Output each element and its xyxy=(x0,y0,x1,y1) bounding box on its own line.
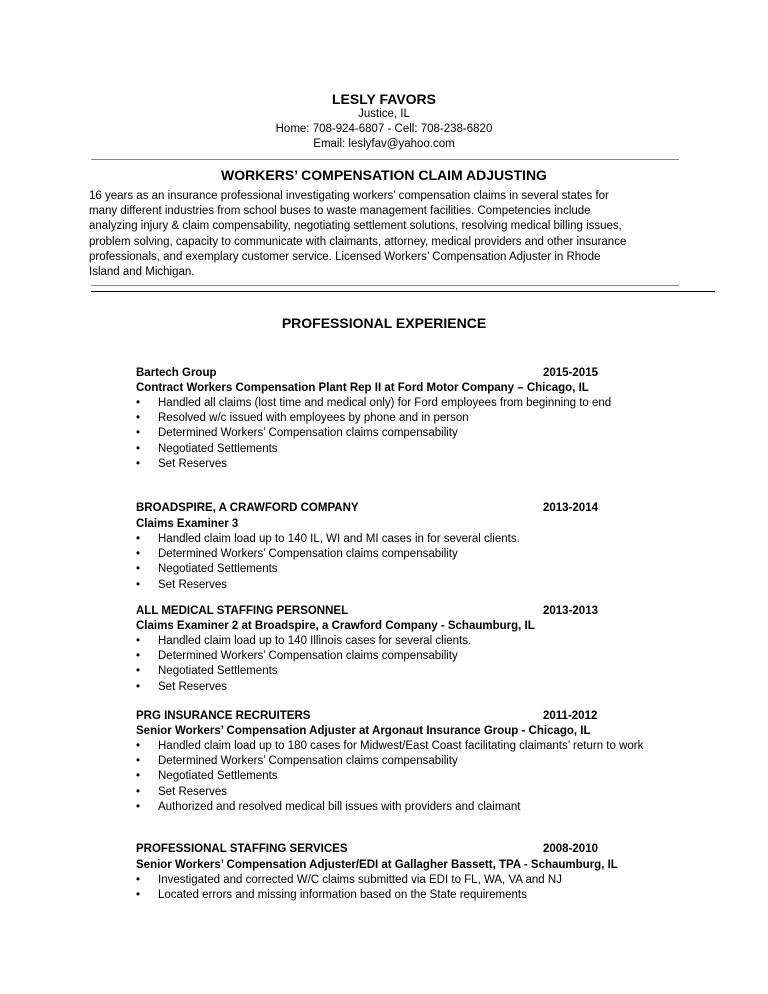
job-role: Claims Examiner 2 at Broadspire, a Crawford Company - Schaumburg, IL xyxy=(136,620,535,632)
job-company: Bartech Group xyxy=(136,367,217,379)
list-item: • Investigated and corrected W/C claims submitted via EDI to FL, WA, VA and NJ xyxy=(136,873,676,888)
job-entry xyxy=(136,366,676,472)
job-dates: 2013-2014 xyxy=(543,502,598,514)
bullet-icon: • xyxy=(136,412,141,425)
list-item: • Set Reserves xyxy=(136,457,676,472)
bullet-icon: • xyxy=(136,578,141,591)
job-duties xyxy=(136,396,676,472)
job-role: Senior Workers’ Compensation Adjuster at Argonaut Insurance Group - Chicago, IL xyxy=(136,725,591,737)
bullet-icon: • xyxy=(136,397,141,409)
bullet-icon: • xyxy=(136,442,141,455)
summary-line: 16 years as an insurance professional investigating workers’ compensation claims in several states for xyxy=(89,190,609,202)
phone-numbers: Home: 708-924-6807 - Cell: 708-238-6820 xyxy=(275,123,493,135)
bullet-icon: • xyxy=(136,665,141,678)
divider-top xyxy=(91,159,679,160)
job-duties xyxy=(136,739,676,815)
list-item: • Set Reserves xyxy=(136,680,676,695)
summary-line: many different industries from school buses to waste management facilities. Competencies include xyxy=(89,205,591,218)
bullet-icon: • xyxy=(136,874,141,886)
summary-line: analyzing injury & claim compensability, negotiating settlement solutions, resolving medical billing issues, xyxy=(89,220,622,233)
job-entry xyxy=(136,501,676,593)
job-dates: 2013-2013 xyxy=(543,605,598,617)
experience-heading: PROFESSIONAL EXPERIENCE xyxy=(281,315,487,331)
email: Email: leslyfav@yahoo.com xyxy=(313,138,455,150)
list-item: • Handled claim load up to 140 Illinois cases for several clients. xyxy=(136,634,676,649)
list-item: • Set Reserves xyxy=(136,578,676,593)
list-item: • Negotiated Settlements xyxy=(136,562,676,577)
bullet-icon: • xyxy=(136,650,141,663)
profile-title: WORKERS’ COMPENSATION CLAIM ADJUSTING xyxy=(221,167,547,183)
job-dates: 2008-2010 xyxy=(543,843,598,855)
summary-line: problem solving, capacity to communicate with claimants, attorney, medical providers and other insurance xyxy=(89,235,627,248)
location: Justice, IL xyxy=(358,108,410,120)
job-role: Claims Examiner 3 xyxy=(136,518,239,530)
list-item: • Resolved w/c issued with employees by phone and in person xyxy=(136,411,676,426)
bullet-icon: • xyxy=(136,533,141,545)
list-item: • Negotiated Settlements xyxy=(136,442,676,457)
list-item: • Determined Workers’ Compensation claims compensability xyxy=(136,649,676,664)
bullet-icon: • xyxy=(136,740,141,752)
list-item: • Located errors and missing information based on the State requirements xyxy=(136,888,676,903)
job-duties xyxy=(136,532,676,593)
job-dates: 2015-2015 xyxy=(543,367,598,379)
job-role: Contract Workers Compensation Plant Rep II at Ford Motor Company – Chicago, IL xyxy=(136,382,589,394)
job-company: BROADSPIRE, A CRAWFORD COMPANY xyxy=(136,502,359,514)
bullet-icon: • xyxy=(136,427,141,440)
job-company: PROFESSIONAL STAFFING SERVICES xyxy=(136,843,348,855)
bullet-icon: • xyxy=(136,785,141,798)
summary-line: professionals, and exemplary customer service. Licensed Workers’ Compensation Adjuster in Rhode xyxy=(89,250,601,263)
job-role: Senior Workers’ Compensation Adjuster/EDI at Gallagher Bassett, TPA - Schaumburg, IL xyxy=(136,859,618,871)
list-item: • Handled all claims (lost time and medical only) for Ford employees from beginning to end xyxy=(136,396,676,411)
list-item: • Negotiated Settlements xyxy=(136,664,676,679)
bullet-icon: • xyxy=(136,680,141,693)
list-item: • Authorized and resolved medical bill issues with providers and claimant xyxy=(136,800,676,815)
bullet-icon: • xyxy=(136,889,141,902)
bullet-icon: • xyxy=(136,457,141,470)
job-entry xyxy=(136,709,676,815)
list-item: • Set Reserves xyxy=(136,785,676,800)
job-entry xyxy=(136,604,676,695)
bullet-icon: • xyxy=(136,548,141,561)
divider-mid-2 xyxy=(91,291,715,292)
list-item: • Handled claim load up to 140 IL, WI and MI cases in for several clients. xyxy=(136,532,676,547)
list-item: • Determined Workers’ Compensation claims compensability xyxy=(136,754,676,769)
job-company: PRG INSURANCE RECRUITERS xyxy=(136,710,311,722)
job-duties xyxy=(136,873,676,903)
job-entry xyxy=(136,842,676,903)
job-duties xyxy=(136,634,676,695)
list-item: • Determined Workers’ Compensation claims compensability xyxy=(136,547,676,562)
divider-mid-1 xyxy=(91,285,679,286)
bullet-icon: • xyxy=(136,755,141,768)
list-item: • Handled claim load up to 180 cases for Midwest/East Coast facilitating claimants’ return to work xyxy=(136,739,674,754)
job-company: ALL MEDICAL STAFFING PERSONNEL xyxy=(136,605,349,617)
bullet-icon: • xyxy=(136,800,141,813)
profile-summary xyxy=(89,189,689,280)
list-item: • Negotiated Settlements xyxy=(136,769,676,784)
summary-line: Island and Michigan. xyxy=(89,266,195,279)
candidate-name: LESLY FAVORS xyxy=(332,91,436,107)
bullet-icon: • xyxy=(136,770,141,783)
bullet-icon: • xyxy=(136,563,141,576)
job-dates: 2011-2012 xyxy=(543,710,598,722)
bullet-icon: • xyxy=(136,635,141,647)
list-item: • Determined Workers’ Compensation claims compensability xyxy=(136,426,676,441)
